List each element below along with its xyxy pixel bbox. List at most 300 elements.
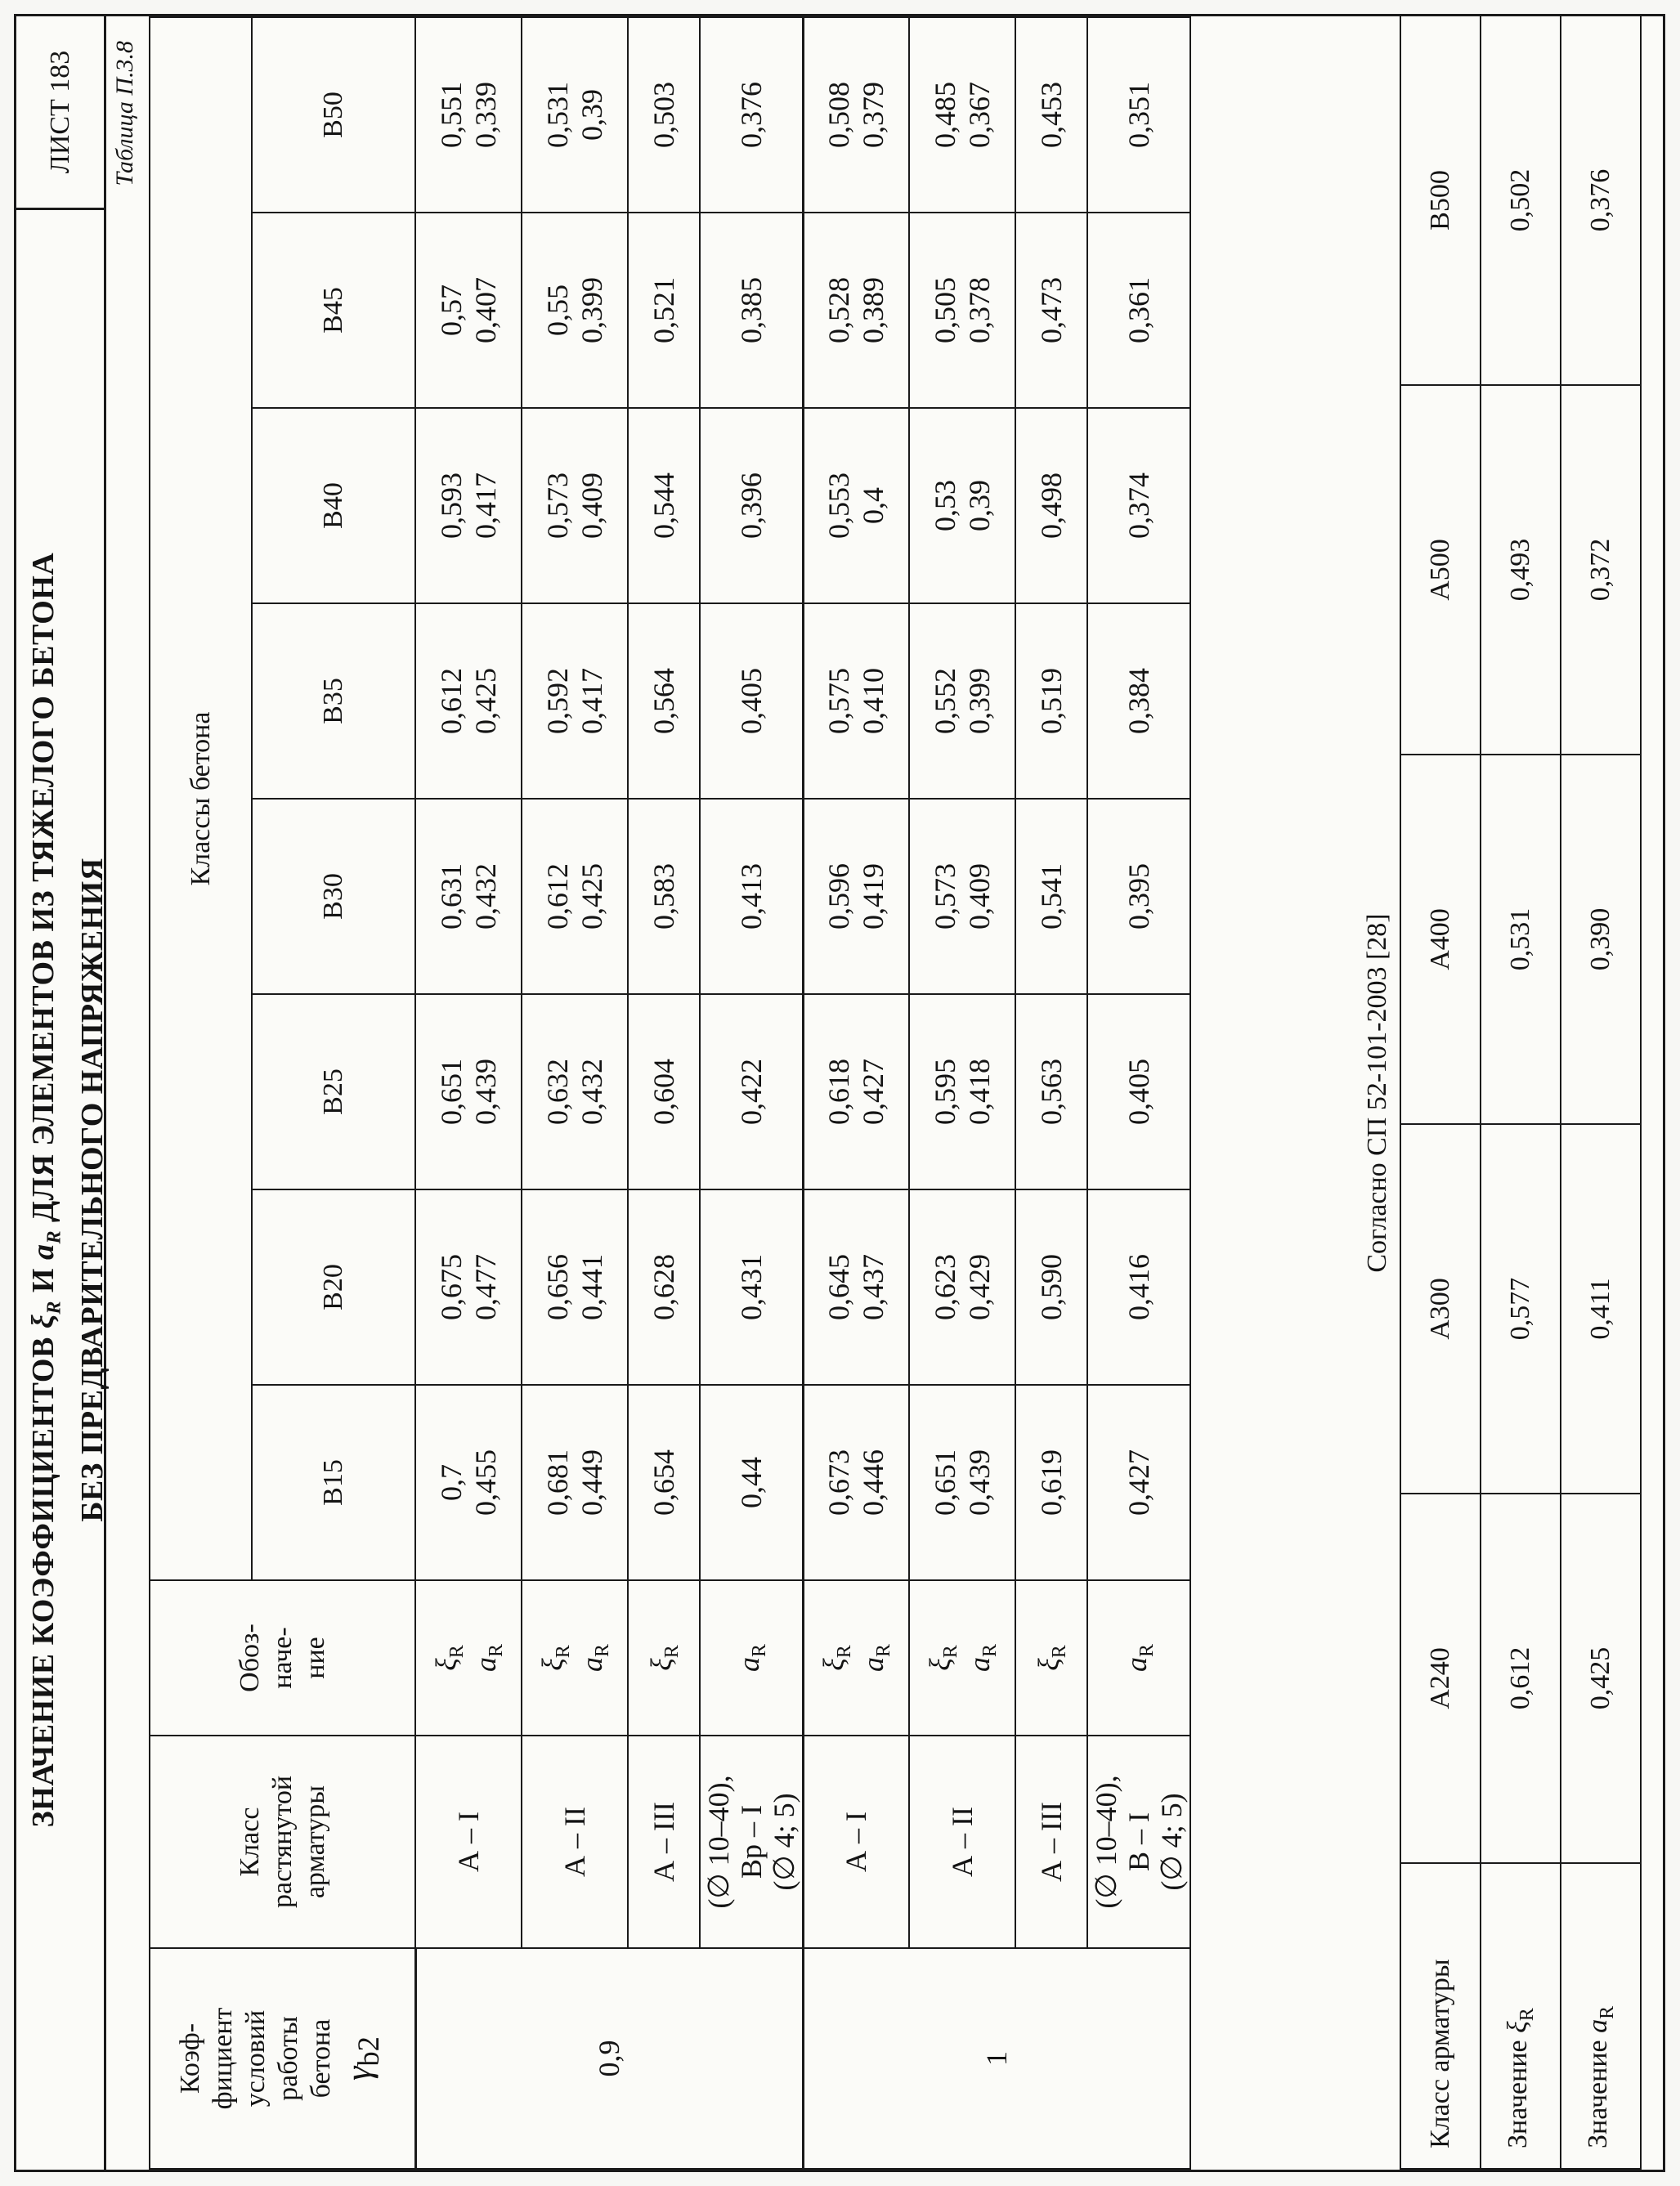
concrete-class-header: В30: [252, 799, 415, 994]
gamma-value-cell: 1: [803, 1948, 1190, 2169]
xi-value: 0,485: [929, 81, 961, 148]
value-cell: [628, 799, 700, 994]
value-stack: [928, 1386, 997, 1579]
a-value: 0,477: [469, 1254, 502, 1320]
concrete-class-header: В20: [252, 1189, 415, 1385]
header-rebar-class: Класс растянутой арматуры: [150, 1736, 415, 1948]
xi-char: ξ: [26, 1314, 60, 1329]
value-cell: [415, 603, 522, 799]
xi-value: 0,503: [647, 81, 680, 148]
xi-value: 0,618: [822, 1059, 856, 1125]
value-stack: [734, 1190, 768, 1384]
value-cell: [628, 213, 700, 408]
header-coef: [150, 1948, 415, 2169]
xi-value: 0,508: [822, 81, 856, 148]
designation-cell: [803, 1580, 909, 1736]
footer-xi-cell: 0,502: [1481, 16, 1561, 385]
xi-value: 0,656: [541, 1254, 574, 1320]
value-stack: [734, 800, 768, 993]
coefficients-table: [149, 16, 1191, 2170]
a-symbol-subscript: R: [1136, 1644, 1158, 1658]
reference-sheet: [14, 14, 1665, 2172]
value-stack: [928, 18, 997, 212]
a-value: 0,449: [576, 1449, 608, 1516]
value-cell: [1015, 408, 1087, 603]
xi-value: 0,575: [822, 668, 856, 734]
footer-a-cell: 0,390: [1561, 755, 1641, 1124]
value-stack: [822, 409, 890, 602]
value-stack: [434, 604, 503, 798]
designation-stack: [817, 1581, 895, 1735]
a-value: 0,419: [857, 863, 890, 929]
designation-stack: [1032, 1581, 1071, 1735]
value-stack: [1122, 1190, 1156, 1384]
footer-row-a: [1561, 16, 1641, 2169]
rebar-class-cell: А – I: [415, 1736, 522, 1948]
footer-a-cell: 0,376: [1561, 16, 1641, 385]
value-cell: [415, 994, 522, 1189]
a-value: 0,410: [857, 668, 890, 734]
value-cell: [1015, 17, 1087, 213]
value-cell: [522, 603, 628, 799]
a-value: 0,427: [1122, 1449, 1155, 1516]
designation-stack: [535, 1581, 614, 1735]
value-cell: [700, 994, 803, 1189]
a-value: 0,429: [963, 1254, 996, 1320]
value-cell: [1087, 1385, 1190, 1580]
xi-symbol-char: ξ: [644, 1658, 678, 1671]
xi-value: 0,583: [647, 863, 680, 929]
a-value: 0,376: [734, 81, 768, 148]
value-cell: [522, 1385, 628, 1580]
xi-value: 0,552: [929, 668, 961, 734]
a-char: a: [26, 1243, 60, 1261]
footer-a-cell: 0,411: [1561, 1124, 1641, 1494]
xi-value: 0,563: [1035, 1059, 1068, 1125]
value-stack: [1122, 800, 1156, 993]
value-cell: [1087, 213, 1190, 408]
xi-value: 0,651: [435, 1059, 468, 1125]
gamma-char: γ: [338, 2066, 379, 2081]
xi-symbol-char: ξ: [535, 1658, 569, 1671]
value-stack: [540, 409, 609, 602]
a-symbol: [26, 1230, 65, 1261]
footer-table: [1400, 15, 1642, 2170]
concrete-class-header: В45: [252, 213, 415, 408]
value-cell: [803, 17, 909, 213]
value-stack: [734, 995, 768, 1189]
value-cell: [1015, 603, 1087, 799]
value-cell: [909, 1385, 1015, 1580]
value-stack: [1122, 1386, 1156, 1579]
footer-class-cell: А240: [1400, 1494, 1481, 1863]
value-cell: [415, 213, 522, 408]
a-symbol-char: a: [963, 1657, 996, 1673]
a-value: 0,351: [1122, 81, 1155, 148]
value-cell: [415, 799, 522, 994]
value-stack: [928, 213, 997, 407]
xi-value: 0,55: [541, 284, 574, 336]
a-value: 0,378: [963, 277, 996, 343]
concrete-class-header: В35: [252, 603, 415, 799]
a-value: 0,399: [963, 668, 996, 734]
xi-symbol-subscript: R: [446, 1645, 468, 1659]
footer-a-cell: 0,425: [1561, 1494, 1641, 1863]
xi-value: 0,551: [435, 81, 468, 148]
xi-value: 0,623: [929, 1254, 961, 1320]
footer-row-xi: [1481, 16, 1561, 2169]
concrete-class-header: В50: [252, 17, 415, 213]
value-cell: [700, 408, 803, 603]
value-cell: [628, 994, 700, 1189]
a-symbol-subscript: R: [1596, 2005, 1618, 2019]
xi-value: 0,592: [541, 668, 574, 734]
value-cell: [700, 799, 803, 994]
value-cell: [803, 408, 909, 603]
a-value: 0,427: [857, 1059, 890, 1125]
value-cell: [1015, 213, 1087, 408]
xi-value: 0,596: [822, 863, 856, 929]
xi-value: 0,631: [435, 863, 468, 929]
a-symbol-char: a: [1583, 2018, 1614, 2033]
value-stack: [822, 18, 890, 212]
value-stack: [647, 1190, 681, 1384]
rebar-class-cell: А – III: [1015, 1736, 1087, 1948]
value-cell: [1087, 408, 1190, 603]
value-cell: [628, 603, 700, 799]
xi-value: 0,473: [1035, 277, 1068, 343]
footer-class-cell: А500: [1400, 385, 1481, 755]
value-stack: [540, 604, 609, 798]
table-row: [628, 17, 700, 2169]
table-row: [1087, 17, 1190, 2169]
value-stack: [434, 1386, 503, 1579]
value-cell: [522, 213, 628, 408]
table-row: [909, 17, 1015, 2169]
designation-cell: [628, 1580, 700, 1736]
xi-value: 0,544: [647, 473, 680, 539]
a-value: 0,39: [963, 480, 996, 531]
value-cell: [415, 1385, 522, 1580]
value-stack: [540, 800, 609, 993]
value-cell: [628, 17, 700, 213]
xi-symbol: [429, 1581, 468, 1735]
value-stack: [928, 800, 997, 993]
xi-value: 0,57: [435, 284, 468, 336]
value-stack: [1122, 604, 1156, 798]
xi-symbol-subscript: R: [1516, 2008, 1538, 2022]
a-value: 0,439: [469, 1059, 502, 1125]
a-value: 0,425: [469, 668, 502, 734]
value-cell: [803, 213, 909, 408]
value-cell: [803, 994, 909, 1189]
a-symbol-char: a: [732, 1657, 765, 1673]
value-cell: [522, 799, 628, 994]
xi-symbol: [535, 1581, 575, 1735]
a-value: 0,422: [734, 1059, 768, 1125]
xi-symbol: [817, 1581, 856, 1735]
rebar-class-cell: А – I: [803, 1736, 909, 1948]
value-cell: [1087, 1189, 1190, 1385]
value-cell: [1087, 17, 1190, 213]
value-stack: [822, 1386, 890, 1579]
title-line-2: БЕЗ ПРЕДВАРИТЕЛЬНОГО НАПРЯЖЕНИЯ: [74, 858, 110, 1522]
value-cell: [628, 408, 700, 603]
value-stack: [647, 409, 681, 602]
value-cell: [522, 994, 628, 1189]
a-value: 0,431: [734, 1254, 768, 1320]
xi-value: 0,505: [929, 277, 961, 343]
header-concrete-classes: Классы бетона: [150, 17, 252, 1580]
footer-label-xi: [1481, 1863, 1561, 2169]
a-value: 0,396: [734, 473, 768, 539]
a-symbol-char: a: [1119, 1657, 1153, 1673]
xi-value: 0,619: [1035, 1449, 1068, 1516]
value-stack: [734, 604, 768, 798]
footer-class-cell: А400: [1400, 755, 1481, 1124]
sheet-title: [16, 208, 110, 2170]
value-stack: [434, 995, 503, 1189]
footer-xi-cell: 0,612: [1481, 1494, 1561, 1863]
a-symbol-subscript: R: [979, 1644, 1001, 1658]
value-cell: [628, 1189, 700, 1385]
a-value: 0,367: [963, 81, 996, 148]
table-row: [415, 17, 522, 2169]
value-cell: [909, 408, 1015, 603]
a-symbol: [732, 1581, 771, 1735]
a-symbol: [962, 1581, 1001, 1735]
xi-symbol-char: ξ: [1032, 1658, 1065, 1671]
value-cell: [700, 213, 803, 408]
xi-value: 0,573: [541, 473, 574, 539]
a-value: 0,439: [963, 1449, 996, 1516]
footer-xi-cell: 0,577: [1481, 1124, 1561, 1494]
footer-row-class: [1400, 16, 1481, 2169]
value-cell: [803, 1385, 909, 1580]
value-stack: [928, 604, 997, 798]
xi-symbol-char: ξ: [818, 1658, 851, 1671]
footer-class-cell: А300: [1400, 1124, 1481, 1494]
a-value: 0,416: [1122, 1254, 1155, 1320]
value-stack: [434, 1190, 503, 1384]
footer-xi-cell: 0,493: [1481, 385, 1561, 755]
value-stack: [1034, 18, 1068, 212]
xi-value: 0,528: [822, 277, 856, 343]
xi-value: 0,595: [929, 1059, 961, 1125]
table-row: [803, 17, 909, 2169]
gamma-subscript: b2: [352, 2036, 386, 2067]
value-cell: [1015, 994, 1087, 1189]
a-value: 0,455: [469, 1449, 502, 1516]
value-stack: [734, 1386, 768, 1579]
xi-value: 0,541: [1035, 863, 1068, 929]
xi-value: 0,519: [1035, 668, 1068, 734]
value-cell: [415, 1189, 522, 1385]
xi-value: 0,590: [1035, 1254, 1068, 1320]
a-symbol: [856, 1581, 895, 1735]
value-stack: [928, 995, 997, 1189]
xi-value: 0,553: [822, 473, 856, 539]
xi-value: 0,612: [541, 863, 574, 929]
value-stack: [1034, 995, 1068, 1189]
rebar-class-cell: (∅ 10–40), Вр – I (∅ 4; 5): [700, 1736, 803, 1948]
a-value: 0,407: [469, 277, 502, 343]
a-symbol-subscript: R: [592, 1644, 614, 1658]
value-stack: [647, 18, 681, 212]
a-value: 0,417: [576, 668, 608, 734]
concrete-class-header: В15: [252, 1385, 415, 1580]
a-symbol: [1583, 2005, 1618, 2033]
xi-value: 0,651: [929, 1449, 961, 1516]
xi-value: 0,681: [541, 1449, 574, 1516]
a-value: 0,395: [1122, 863, 1155, 929]
designation-cell: [522, 1580, 628, 1736]
value-stack: [540, 1386, 609, 1579]
value-stack: [1122, 213, 1156, 407]
xi-symbol-subscript: R: [661, 1645, 683, 1659]
a-value: 0,405: [734, 668, 768, 734]
gamma-value-cell: 0,9: [415, 1948, 803, 2169]
value-cell: [909, 799, 1015, 994]
xi-symbol: [26, 1301, 65, 1329]
designation-cell: [700, 1580, 803, 1736]
xi-symbol-char: ξ: [1503, 2021, 1534, 2033]
a-value: 0,409: [963, 863, 996, 929]
sheet-number: ЛИСТ 183: [16, 16, 106, 208]
a-symbol-subscript: R: [873, 1644, 895, 1658]
value-stack: [434, 409, 503, 602]
value-stack: [1034, 1190, 1068, 1384]
value-cell: [1015, 1385, 1087, 1580]
value-cell: [522, 17, 628, 213]
value-stack: [540, 1190, 609, 1384]
value-stack: [434, 18, 503, 212]
designation-cell: [415, 1580, 522, 1736]
designation-stack: [732, 1581, 771, 1735]
xi-symbol: [1503, 2008, 1538, 2033]
a-subscript: R: [43, 1230, 65, 1244]
value-cell: [700, 1189, 803, 1385]
xi-symbol-subscript: R: [553, 1645, 574, 1659]
value-stack: [1034, 1386, 1068, 1579]
a-symbol-char: a: [857, 1657, 890, 1673]
xi-value: 0,632: [541, 1059, 574, 1125]
value-cell: [1015, 799, 1087, 994]
value-cell: [415, 17, 522, 213]
value-stack: [734, 213, 768, 407]
designation-stack: [429, 1581, 508, 1735]
concrete-class-header: В40: [252, 408, 415, 603]
xi-value: 0,531: [541, 81, 574, 148]
value-cell: [909, 1189, 1015, 1385]
value-stack: [928, 409, 997, 602]
xi-symbol: [644, 1581, 683, 1735]
title-prefix: ЗНАЧЕНИЕ КОЭФФИЦИЕНТОВ: [26, 1337, 60, 1828]
value-stack: [540, 213, 609, 407]
a-value: 0,4: [857, 487, 890, 524]
a-symbol: [1119, 1581, 1158, 1735]
a-value: 0,441: [576, 1254, 608, 1320]
value-stack: [822, 800, 890, 993]
value-stack: [647, 800, 681, 993]
xi-value: 0,573: [929, 863, 961, 929]
designation-stack: [644, 1581, 683, 1735]
xi-value: 0,521: [647, 277, 680, 343]
value-stack: [1122, 409, 1156, 602]
footer-a-cell: 0,372: [1561, 385, 1641, 755]
value-stack: [540, 995, 609, 1189]
xi-value: 0,628: [647, 1254, 680, 1320]
footer-xi-cell: 0,531: [1481, 755, 1561, 1124]
concrete-class-header: В25: [252, 994, 415, 1189]
a-value: 0,44: [734, 1457, 768, 1508]
a-symbol: [468, 1581, 508, 1735]
value-cell: [909, 603, 1015, 799]
a-value: 0,339: [469, 81, 502, 148]
xi-value: 0,645: [822, 1254, 856, 1320]
xi-value: 0,453: [1035, 81, 1068, 148]
designation-stack: [1119, 1581, 1158, 1735]
designation-cell: [1087, 1580, 1190, 1736]
value-stack: [822, 1190, 890, 1384]
value-cell: [803, 1189, 909, 1385]
value-stack: [647, 213, 681, 407]
xi-symbol-char: ξ: [429, 1658, 463, 1671]
value-cell: [803, 603, 909, 799]
value-stack: [434, 800, 503, 993]
a-value: 0,405: [1122, 1059, 1155, 1125]
a-symbol-subscript: R: [486, 1644, 508, 1658]
value-cell: [909, 994, 1015, 1189]
a-value: 0,385: [734, 277, 768, 343]
table-row: [522, 17, 628, 2169]
header-coef-text: Коэф- фициент условий работы бетона: [175, 2007, 337, 2110]
rebar-class-cell: А – II: [909, 1736, 1015, 1948]
rebar-class-cell: А – II: [522, 1736, 628, 1948]
gamma-symbol: [338, 1949, 390, 2168]
value-stack: [1034, 213, 1068, 407]
xi-value: 0,593: [435, 473, 468, 539]
value-cell: [1087, 799, 1190, 994]
xi-value: 0,564: [647, 668, 680, 734]
value-stack: [822, 604, 890, 798]
xi-value: 0,7: [435, 1464, 468, 1501]
a-value: 0,446: [857, 1449, 890, 1516]
value-cell: [522, 1189, 628, 1385]
xi-symbol: [1032, 1581, 1071, 1735]
a-value: 0,417: [469, 473, 502, 539]
value-stack: [734, 18, 768, 212]
footer-xi-prefix: Значение: [1503, 2032, 1534, 2148]
header-row-1: [150, 17, 252, 2169]
value-stack: [734, 409, 768, 602]
xi-symbol: [923, 1581, 962, 1735]
footer-a-prefix: Значение: [1583, 2032, 1614, 2148]
xi-value: 0,53: [929, 480, 961, 531]
rebar-class-cell: А – III: [628, 1736, 700, 1948]
value-cell: [909, 213, 1015, 408]
table-row: [700, 17, 803, 2169]
a-value: 0,425: [576, 863, 608, 929]
xi-symbol-subscript: R: [940, 1645, 961, 1659]
a-value: 0,374: [1122, 473, 1155, 539]
xi-symbol-subscript: R: [834, 1645, 856, 1659]
a-value: 0,418: [963, 1059, 996, 1125]
a-value: 0,432: [469, 863, 502, 929]
a-value: 0,39: [576, 88, 608, 141]
footer-label-class: Класс арматуры: [1400, 1863, 1481, 2169]
xi-value: 0,498: [1035, 473, 1068, 539]
